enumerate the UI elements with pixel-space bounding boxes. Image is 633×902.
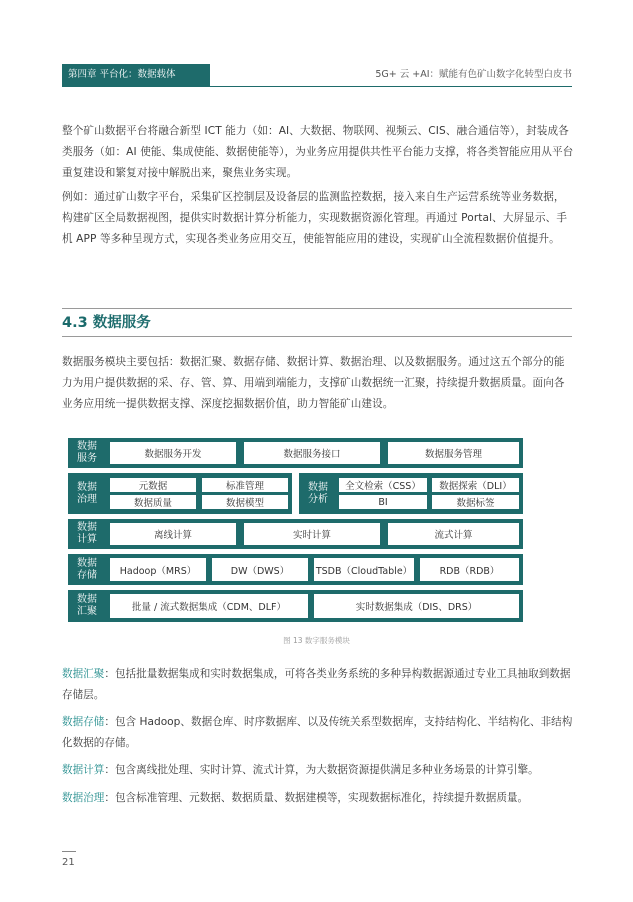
definition-term: 数据汇聚 — [62, 668, 105, 680]
cell-hadoop: Hadoop（MRS） — [110, 558, 206, 581]
definition-ingest — [62, 664, 574, 706]
cell-offline-compute: 离线计算 — [110, 523, 236, 545]
cell-metadata: 元数据 — [110, 478, 196, 492]
cell-data-model: 数据模型 — [202, 495, 288, 509]
cell-data-explore: 数据探索（DLI） — [432, 478, 519, 492]
cell-stream-compute: 流式计算 — [388, 523, 519, 545]
cell-data-quality: 数据质量 — [110, 495, 196, 509]
definition-text: ：包含离线批处理、实时计算、流式计算，为大数据资源提供满足多种业务场景的计算引擎。 — [104, 764, 539, 776]
definition-term: 数据治理 — [62, 792, 105, 804]
definition-term: 数据计算 — [62, 764, 105, 776]
definition-text: ：包括批量数据集成和实时数据集成，可将各类业务系统的多种异构数据源通过专业工具抽取到数据存储层。 — [62, 668, 571, 701]
definition-storage — [62, 712, 574, 754]
page-header — [62, 64, 572, 86]
book-title: 5G+ 云 +AI：赋能有色矿山数字化转型白皮书 — [375, 69, 572, 80]
cell-service-dev: 数据服务开发 — [110, 442, 236, 464]
cell-service-api: 数据服务接口 — [244, 442, 380, 464]
chapter-tag: 第四章 平台化：数据载体 — [62, 64, 210, 86]
section-divider-top — [62, 308, 572, 309]
row-label-service: 数据 服务 — [77, 441, 97, 464]
cell-standard-mgmt: 标准管理 — [202, 478, 288, 492]
footer-divider — [62, 851, 76, 852]
cell-realtime-compute: 实时计算 — [244, 523, 380, 545]
figure-caption: 图 13 数字服务模块 — [283, 636, 350, 645]
section-divider-bottom — [62, 336, 572, 337]
row-label-governance: 数据 治理 — [77, 481, 97, 505]
cell-batch-integration: 批量 / 流式数据集成（CDM、DLF） — [110, 594, 308, 618]
definition-text: ：包含 Hadoop、数据仓库、时序数据库、以及传统关系型数据库，支持结构化、半结构化、非结构化数据的存储。 — [62, 716, 573, 749]
cell-dw: DW（DWS） — [212, 558, 308, 581]
cell-service-mgmt: 数据服务管理 — [388, 442, 519, 464]
intro-paragraph-2: 例如：通过矿山数字平台，采集矿区控制层及设备层的监测监控数据，接入来自生产运营系统等业务数据，构建矿区全局数据视图，提供实时数据计算分析能力，实现数据资源化管理。再通过 Portal、大屏显示、手机 APP 等多种呈现方式，实现各类业务应用交互，使能智能应用的建设，实现矿山全流程数据价值提升。 — [62, 191, 568, 245]
definition-governance — [62, 788, 574, 809]
cell-data-tag: 数据标签 — [432, 495, 519, 509]
diagram-row-compute — [68, 519, 523, 549]
cell-realtime-integration: 实时数据集成（DIS、DRS） — [314, 594, 519, 618]
row-label-storage: 数据 存储 — [77, 557, 97, 581]
data-service-diagram — [68, 438, 523, 626]
definition-term: 数据存储 — [62, 716, 105, 728]
cell-rdb: RDB（RDB） — [420, 558, 519, 581]
intro-paragraph-1: 整个矿山数据平台将融合新型 ICT 能力（如：AI、大数据、物联网、视频云、CIS、融合通信等），封装成各类服务（如：AI 使能、集成使能、数据使能等），为业务应用提供共性平台能力支撑，将各类智能应用从平台重复建设和繁复对接中解脱出来，聚焦业务实现。 — [62, 125, 574, 179]
section-paragraph: 数据服务模块主要包括：数据汇聚、数据存储、数据计算、数据治理、以及数据服务。通过这五个部分的能力为用户提供数据的采、存、管、算、用端到端能力，支撑矿山数据统一汇聚，持续提升数据质量。面向各业务应用统一提供数据支撑、深度挖掘数据价值，助力智能矿山建设。 — [62, 356, 565, 410]
diagram-block-governance — [68, 473, 292, 514]
diagram-row-storage — [68, 554, 523, 585]
diagram-block-analysis — [299, 473, 523, 514]
diagram-row-ingest — [68, 590, 523, 622]
page-number: 21 — [62, 857, 75, 868]
cell-tsdb: TSDB（CloudTable） — [314, 558, 414, 581]
definition-text: ：包含标准管理、元数据、数据质量、数据建模等，实现数据标准化，持续提升数据质量。 — [104, 792, 529, 804]
cell-fulltext-search: 全文检索（CSS） — [339, 478, 427, 492]
diagram-row-service — [68, 438, 523, 468]
definition-compute — [62, 760, 574, 781]
section-title: 4.3 数据服务 — [62, 315, 151, 331]
header-divider — [62, 86, 572, 87]
row-label-compute: 数据 计算 — [77, 522, 97, 545]
cell-bi: BI — [339, 495, 427, 509]
row-label-ingest: 数据 汇聚 — [77, 594, 97, 617]
row-label-analysis: 数据 分析 — [308, 481, 328, 505]
